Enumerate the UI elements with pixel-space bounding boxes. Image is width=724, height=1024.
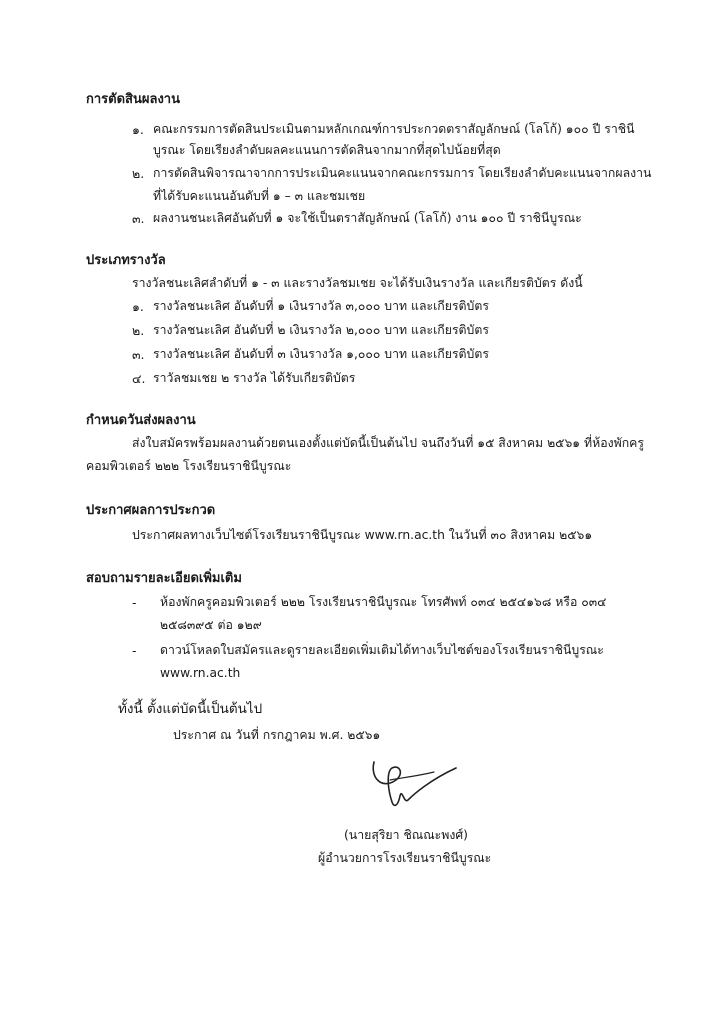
signature-image (360, 750, 470, 820)
inquiry-bullet-2: - (132, 643, 137, 658)
signatory-name: (นายสุริยา ชิณณะพงศ์) (344, 828, 468, 842)
judging-heading: การตัดสินผลงาน (86, 92, 180, 107)
prizes-heading: ประเภทรางวัล (86, 253, 166, 268)
prizes-intro: รางวัลชนะเลิศลำดับที่ ๑ - ๓ และรางวัลชมเชย จะได้รับเงินรางวัล และเกียรติบัตร ดังนี้ (132, 276, 583, 290)
prize-item-3-number: ๓. (132, 347, 145, 362)
inquiry-heading: สอบถามรายละเอียดเพิ่มเติม (86, 571, 242, 586)
prize-item-2-number: ๒. (132, 323, 145, 338)
inquiry-item-1-line-2: ๒๕๘๓๙๕ ต่อ ๑๒๙ (160, 618, 262, 632)
prize-item-1-number: ๑. (132, 299, 144, 314)
deadline-heading: กำหนดวันส่งผลงาน (86, 413, 196, 428)
inquiry-item-2-line-1: ดาวน์โหลดใบสมัครและดูรายละเอียดเพิ่มเติมได้ทางเว็บไซต์ของโรงเรียนราชินีบูรณะ (160, 643, 604, 657)
prize-item-4-number: ๔. (132, 371, 146, 386)
prize-item-1-text: รางวัลชนะเลิศ อันดับที่ ๑ เงินรางวัล ๓,๐๐๐ บาท และเกียรติบัตร (153, 299, 489, 313)
deadline-line-2: คอมพิวเตอร์ ๒๒๒ โรงเรียนราชินีบูรณะ (86, 459, 292, 473)
inquiry-bullet-1: - (132, 595, 137, 610)
judging-item-1-line-1: คณะกรรมการตัดสินประเมินตามหลักเกณฑ์การประกวดตราสัญลักษณ์ (โลโก้) ๑๐๐ ปี ราชินี (153, 122, 635, 136)
judging-item-1-number: ๑. (132, 122, 144, 137)
announcement-heading: ประกาศผลการประกวด (86, 503, 216, 518)
prize-item-3-text: รางวัลชนะเลิศ อันดับที่ ๓ เงินรางวัล ๑,๐๐๐ บาท และเกียรติบัตร (153, 347, 489, 361)
deadline-line-1: ส่งใบสมัครพร้อมผลงานด้วยตนเองตั้งแต่บัดนี้เป็นต้นไป จนถึงวันที่ ๑๕ สิงหาคม ๒๕๖๑ ที่ห้องพักครู (132, 436, 644, 450)
inquiry-item-1-line-1: ห้องพักครูคอมพิวเตอร์ ๒๒๒ โรงเรียนราชินีบูรณะ โทรศัพท์ ๐๓๔ ๒๕๔๑๖๘ หรือ ๐๓๔ (160, 595, 607, 609)
judging-item-2-line-2: ที่ได้รับคะแนนอันดับที่ ๑ – ๓ และชมเชย (153, 189, 366, 203)
judging-item-1-line-2: บูรณะ โดยเรียงลำดับผลคะแนนการตัดสินจากมากที่สุดไปน้อยที่สุด (153, 143, 501, 157)
judging-item-3-number: ๓. (132, 211, 145, 226)
judging-item-2-number: ๒. (132, 166, 145, 181)
prize-item-2-text: รางวัลชนะเลิศ อันดับที่ ๒ เงินรางวัล ๒,๐๐๐ บาท และเกียรติบัตร (153, 323, 489, 337)
inquiry-item-2-link[interactable]: www.rn.ac.th (160, 666, 241, 680)
closing-announced-date: ประกาศ ณ วันที่ กรกฎาคม พ.ศ. ๒๕๖๑ (173, 728, 381, 742)
judging-item-2-line-1: การตัดสินพิจารณาจากการประเมินคะแนนจากคณะกรรมการ โดยเรียงลำดับคะแนนจากผลงาน (153, 166, 652, 180)
prize-item-4-text: ราวัลชมเชย ๒ รางวัล ได้รับเกียรติบัตร (153, 371, 356, 385)
signatory-position: ผู้อำนวยการโรงเรียนราชินีบูรณะ (318, 851, 492, 865)
announcement-text: ประกาศผลทางเว็บไซต์โรงเรียนราชินีบูรณะ www.rn.ac.th ในวันที่ ๓๐ สิงหาคม ๒๕๖๑ (132, 528, 593, 542)
closing-effective: ทั้งนี้ ตั้งแต่บัดนี้เป็นต้นไป (118, 701, 263, 717)
judging-item-3-line-1: ผลงานชนะเลิศอันดับที่ ๑ จะใช้เป็นตราสัญลักษณ์ (โลโก้) งาน ๑๐๐ ปี ราชินีบูรณะ (153, 211, 582, 225)
